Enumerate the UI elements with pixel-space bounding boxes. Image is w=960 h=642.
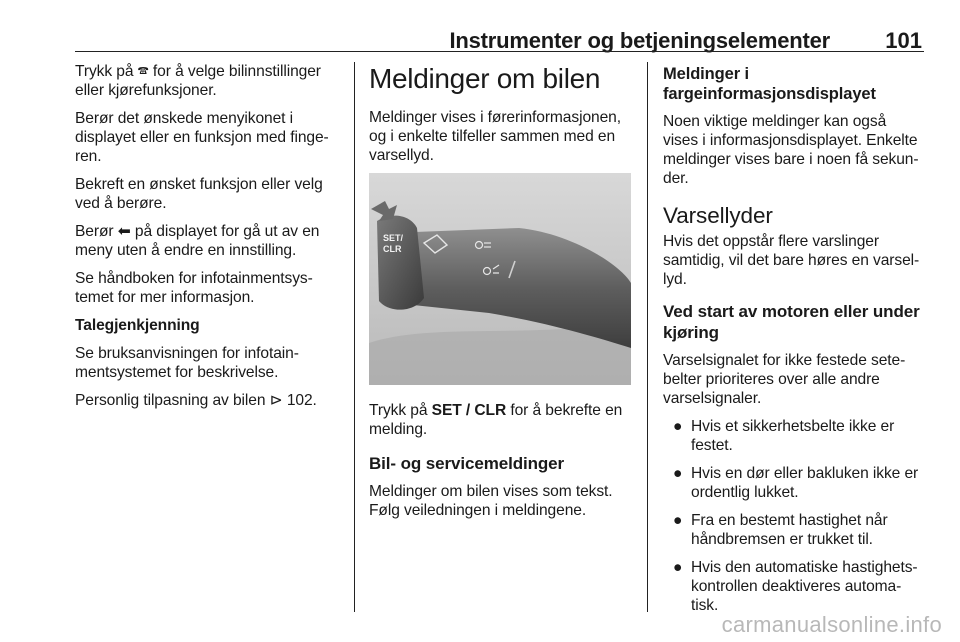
header-divider bbox=[75, 51, 924, 52]
paragraph bbox=[75, 62, 345, 100]
subheading-color-info-display: Meldinger i fargeinformasjonsdisplayet bbox=[663, 65, 876, 103]
column-middle-lower bbox=[369, 401, 631, 529]
vehicle-settings-icon: 🕿 bbox=[137, 62, 149, 80]
paragraph: Se håndboken for infotainmentsys-temet for mer informasjon. bbox=[75, 270, 313, 306]
text: Berør bbox=[75, 223, 118, 240]
column-divider-2 bbox=[647, 62, 648, 612]
paragraph: Berør det ønskede menyikonet i displayet eller en funksjon med finge-ren. bbox=[75, 110, 329, 165]
bullet-icon: ● bbox=[673, 512, 683, 529]
set-clr-label: SET / CLR bbox=[431, 402, 507, 419]
page-number: 101 bbox=[885, 28, 922, 53]
paragraph: Varselsignalet for ikke festede sete-belter prioriteres over alle andre varselsignaler. bbox=[663, 352, 906, 407]
paragraph: Bekreft en ønsket funksjon eller velg ved å berøre. bbox=[75, 176, 323, 212]
stalk-label-set: SET/ bbox=[383, 233, 404, 243]
bullet-icon: ● bbox=[673, 559, 683, 576]
text: på displayet for gå ut av en meny uten å endre en innstilling. bbox=[75, 223, 320, 259]
stalk-label-clr: CLR bbox=[383, 244, 402, 254]
list-item-text: Hvis et sikkerhetsbelte ikke er festet. bbox=[691, 418, 895, 454]
photo-caption bbox=[369, 401, 631, 439]
bullet-icon: ● bbox=[673, 418, 683, 435]
page-header-title: Instrumenter og betjeningselementer bbox=[449, 28, 830, 53]
paragraph: Hvis det oppstår flere varslinger samtidig, vil det bare høres en varsel-lyd. bbox=[663, 233, 920, 288]
warning-list bbox=[663, 417, 925, 615]
paragraph bbox=[75, 222, 345, 260]
list-item-text: Hvis den automatiske hastighets-kontrollen deaktiveres automa-tisk. bbox=[691, 559, 918, 614]
list-item-text: Fra en bestemt hastighet når håndbremsen er trukket til. bbox=[691, 512, 888, 548]
watermark: carmanualsonline.info bbox=[721, 612, 942, 637]
column-divider-1 bbox=[354, 62, 355, 612]
subheading-engine-start-driving: Ved start av motoren eller under kjøring bbox=[663, 302, 920, 342]
column-right bbox=[663, 62, 925, 624]
column-middle bbox=[369, 62, 631, 174]
turn-signal-stalk-illustration bbox=[369, 173, 631, 385]
text: Trykk på bbox=[75, 63, 138, 80]
subheading-voice-recognition: Talegjenkjenning bbox=[75, 317, 200, 334]
list-item-text: Hvis en dør eller bakluken ikke er ordentlig lukket. bbox=[691, 465, 919, 501]
paragraph: Noen viktige meldinger kan også vises i informasjonsdisplayet. Enkelte meldinger vises bare i noen få sekun-der. bbox=[663, 113, 919, 187]
text: 102. bbox=[282, 392, 317, 409]
subheading-vehicle-service-messages: Bil- og servicemeldinger bbox=[369, 454, 565, 473]
list-item bbox=[663, 464, 925, 502]
list-item bbox=[663, 558, 925, 615]
column-left bbox=[75, 62, 345, 419]
list-item bbox=[663, 417, 925, 455]
list-item bbox=[663, 511, 925, 549]
page-reference-arrow-icon: ⊳ bbox=[269, 391, 283, 409]
text: for å bekrefte en melding. bbox=[369, 402, 623, 438]
bullet-icon: ● bbox=[673, 465, 683, 482]
section-heading-warning-chimes: Varsellyder bbox=[663, 203, 773, 228]
paragraph: Meldinger vises i førerinformasjonen, og i enkelte tilfeller sammen med en varsellyd. bbox=[369, 109, 621, 164]
cross-reference bbox=[75, 391, 345, 410]
text: Personlig tilpasning av bilen bbox=[75, 392, 270, 409]
paragraph: Se bruksanvisningen for infotain-mentsystemet for beskrivelse. bbox=[75, 345, 299, 381]
paragraph: Meldinger om bilen vises som tekst. Følg veiledningen i meldingene. bbox=[369, 483, 613, 519]
text: for å velge bilinnstillinger eller kjørefunksjoner. bbox=[75, 63, 321, 99]
text: Trykk på bbox=[369, 402, 432, 419]
back-arrow-icon: ⬅ bbox=[117, 222, 131, 240]
section-heading-vehicle-messages: Meldinger om bilen bbox=[369, 63, 601, 94]
stalk-photo bbox=[369, 173, 631, 385]
